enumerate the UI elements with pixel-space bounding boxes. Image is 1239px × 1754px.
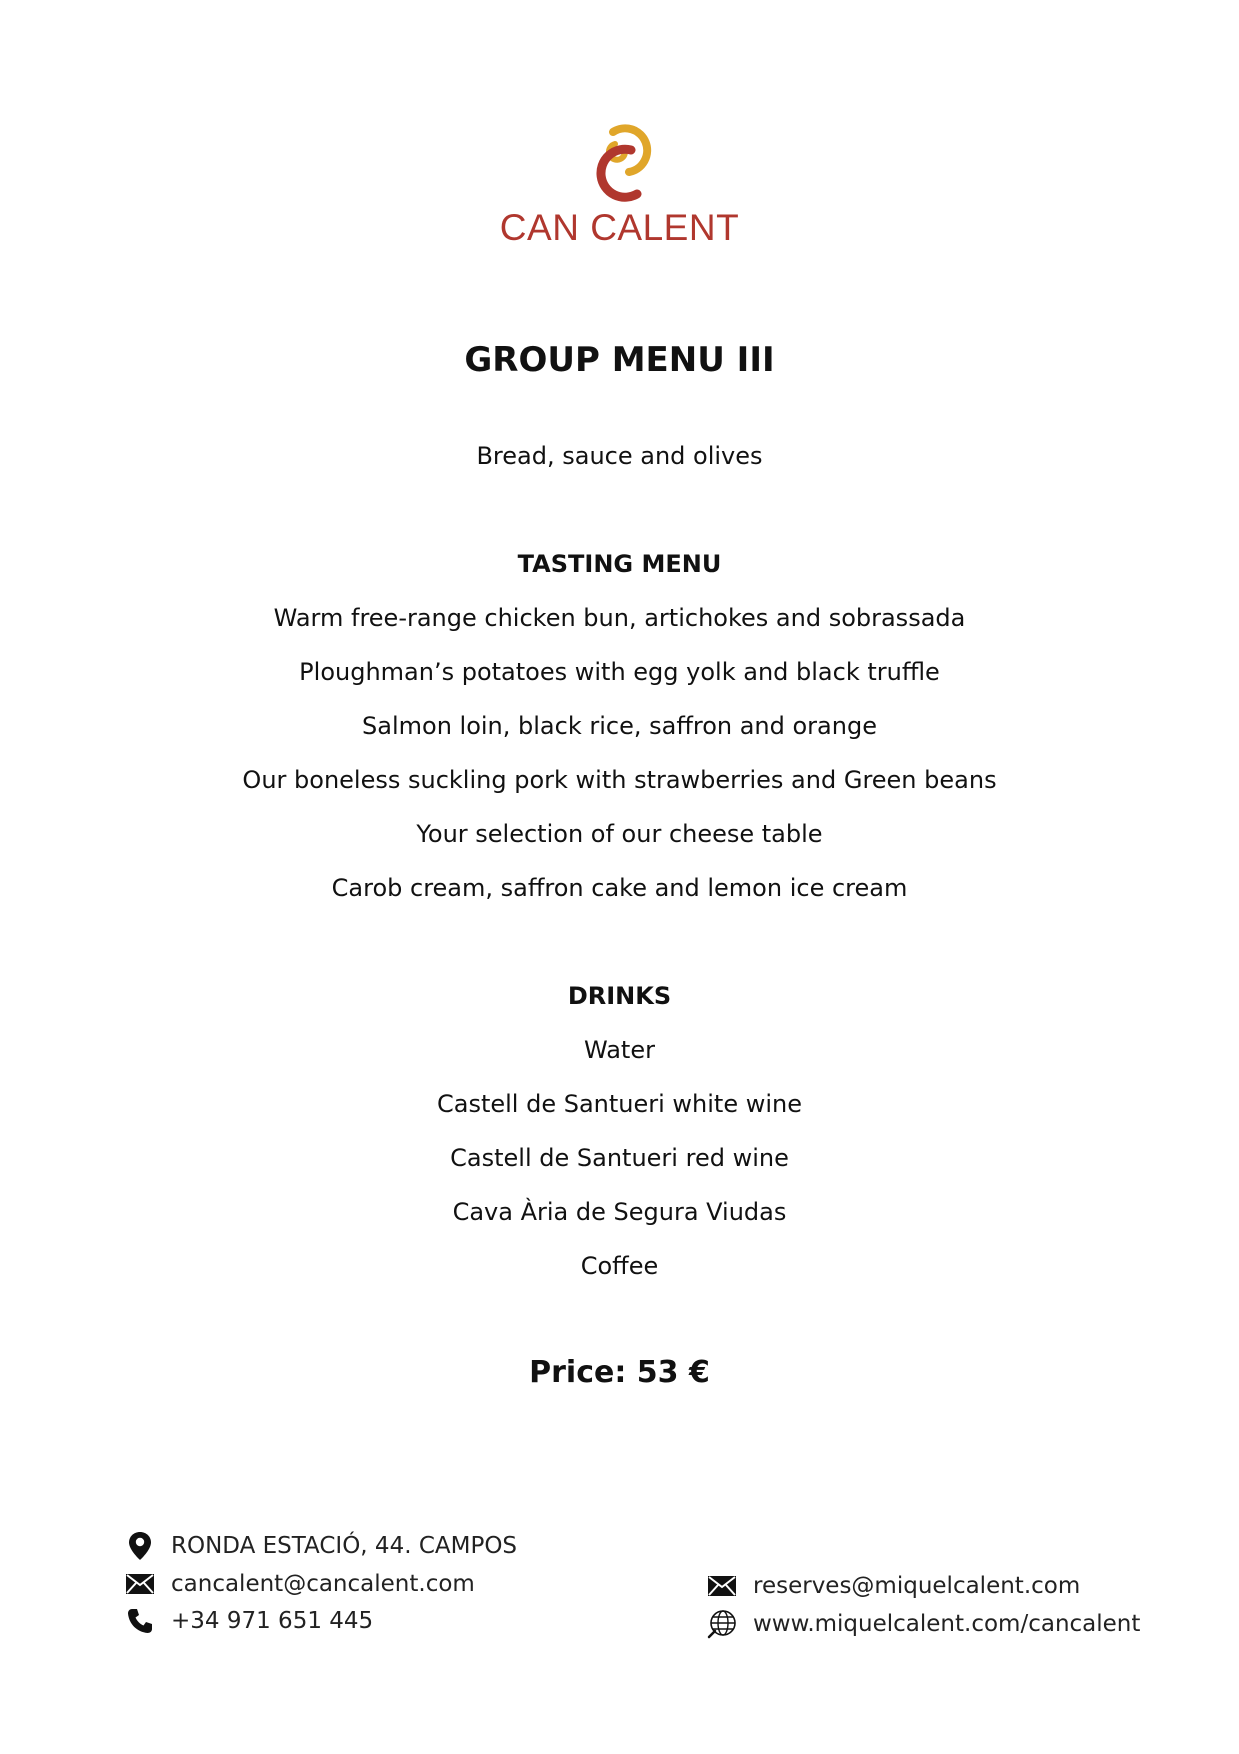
menu-intro: Bread, sauce and olives xyxy=(476,442,763,470)
drinks-section xyxy=(0,980,1239,1304)
drink-item: Water xyxy=(584,1036,655,1064)
address xyxy=(125,1531,517,1561)
email-link[interactable]: cancalent@cancalent.com xyxy=(171,1571,475,1597)
page-title: GROUP MENU III xyxy=(464,340,775,380)
menu-item: Salmon loin, black rice, saffron and orange xyxy=(362,712,877,740)
envelope-icon xyxy=(125,1569,155,1599)
tasting-menu-title: TASTING MENU xyxy=(517,550,722,578)
brand-name: CAN CALENT xyxy=(499,207,740,248)
drink-item: Castell de Santueri white wine xyxy=(436,1090,803,1118)
menu-item: Your selection of our cheese table xyxy=(416,820,823,848)
envelope-icon xyxy=(707,1571,737,1601)
drink-item: Coffee xyxy=(580,1252,659,1280)
reservations-contact xyxy=(707,1571,1080,1601)
tasting-menu-section xyxy=(0,548,1239,926)
drink-item: Cava Ària de Segura Viudas xyxy=(452,1198,787,1226)
phone-text[interactable]: +34 971 651 445 xyxy=(171,1608,374,1634)
email-contact xyxy=(125,1569,475,1599)
menu-item: Carob cream, saffron cake and lemon ice cream xyxy=(331,874,908,902)
website-contact xyxy=(707,1609,1140,1639)
address-text: RONDA ESTACIÓ, 44. CAMPOS xyxy=(171,1533,518,1559)
menu-item: Ploughman’s potatoes with egg yolk and black truffle xyxy=(299,658,940,686)
website-link[interactable]: www.miquelcalent.com/cancalent xyxy=(753,1611,1141,1637)
logo xyxy=(0,122,1239,248)
phone-icon xyxy=(125,1606,155,1636)
reservations-email-link[interactable]: reserves@miquelcalent.com xyxy=(753,1573,1081,1599)
phone-contact xyxy=(125,1606,373,1636)
location-pin-icon xyxy=(125,1531,155,1561)
logo-mark-icon xyxy=(585,122,655,204)
drink-item: Castell de Santueri red wine xyxy=(450,1144,789,1172)
globe-icon xyxy=(707,1609,737,1639)
drinks-title: DRINKS xyxy=(567,982,672,1010)
price: Price: 53 € xyxy=(529,1355,710,1390)
menu-item: Warm free-range chicken bun, artichokes and sobrassada xyxy=(273,604,966,632)
menu-item: Our boneless suckling pork with strawberries and Green beans xyxy=(242,766,997,794)
